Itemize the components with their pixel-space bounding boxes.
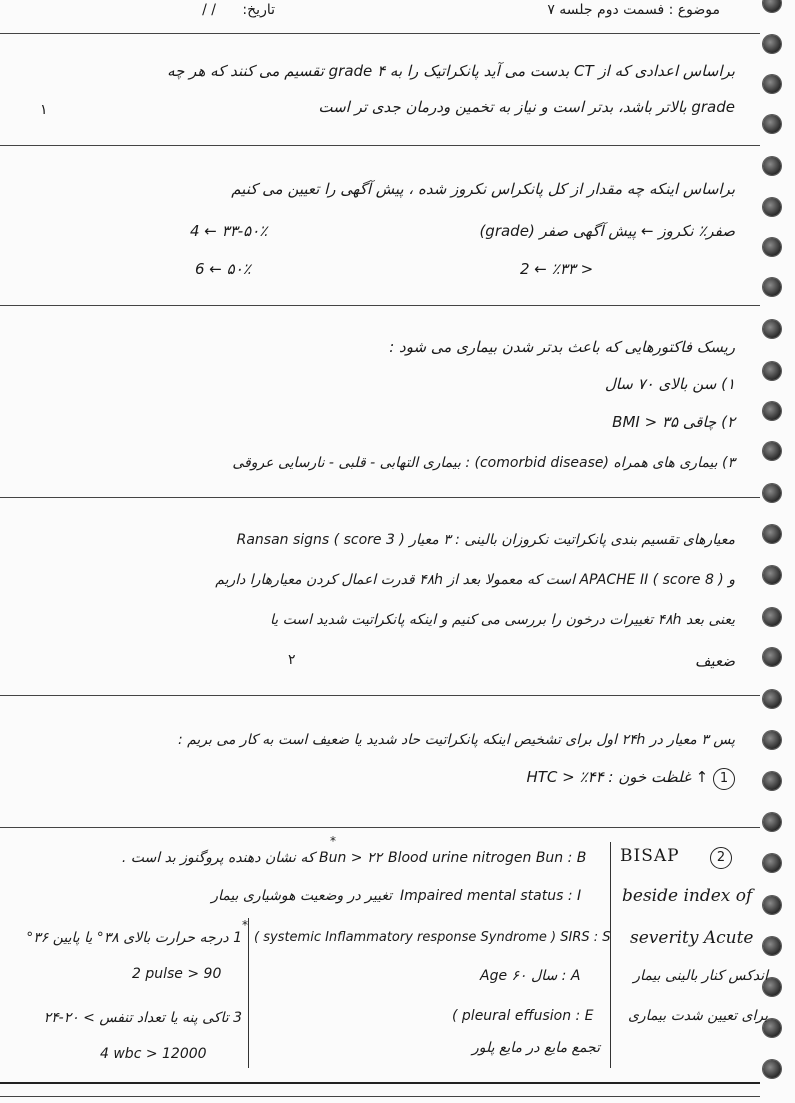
- risk-factor-item: ۳) بیماری های همراه (comorbid disease) : بیماری التهابی - قلبی - نارسایی عروقی: [232, 455, 735, 471]
- binder-hole-icon: [763, 608, 781, 626]
- rule-line-bottom: [0, 1096, 760, 1097]
- bisap-english-2: severity Acute: [630, 928, 754, 948]
- binder-hole-icon: [763, 937, 781, 955]
- binder-hole-icon: [763, 238, 781, 256]
- bisap-A: Age ۶۰ سال : A: [480, 968, 581, 984]
- section2-line1: براساس اینکه چه مقدار از کل پانکراس نکروز شده ، پیش آگهی را تعیین می کنیم: [231, 180, 735, 198]
- binder-hole-icon: [763, 484, 781, 502]
- binder-hole-icon: [763, 0, 781, 12]
- binder-hole-icon: [763, 690, 781, 708]
- bisap-english-1: beside index of: [622, 886, 753, 906]
- sirs-criterion: 4 wbc > 12000: [100, 1046, 207, 1062]
- binder-hole-icon: [763, 648, 781, 666]
- binder-hole-icon: [763, 731, 781, 749]
- binder-hole-icon: [763, 813, 781, 831]
- sirs-criterion: 2 pulse > 90: [132, 966, 222, 982]
- section4-line1: معیارهای تقسیم بندی پانکراتیت نکروزان بالینی : ۳ معیار Ransan signs ( score 3 ): [236, 532, 735, 548]
- binder-hole-icon: [763, 566, 781, 584]
- item-number-badge: 2: [710, 847, 732, 869]
- rule-line: [0, 827, 760, 828]
- binder-hole-icon: [763, 75, 781, 93]
- sirs-criterion: 3 تاکی پنه یا تعداد تنفس > ۲۰-۲۴: [43, 1010, 242, 1026]
- binder-hole-icon: [763, 157, 781, 175]
- binder-hole-icon: [763, 35, 781, 53]
- table-divider: [610, 842, 611, 1068]
- risk-factors-title: ریسک فاکتورهایی که باعث بدتر شدن بیماری می شود :: [389, 338, 735, 356]
- section4-line3: یعنی بعد ۴۸h تغییرات درخون را بررسی می کنیم و اینکه پانکراتیت شدید است یا: [270, 612, 735, 628]
- section2-line3-right: 2 ← ٪۳۳ >: [520, 260, 594, 278]
- rule-line: [0, 695, 760, 696]
- sirs-criterion: 1 درجه حرارت بالای ۳۸° یا پایین ۳۶°: [26, 930, 242, 946]
- star-icon: *: [330, 834, 336, 848]
- binder-hole-icon: [763, 525, 781, 543]
- section4-mark: ۲: [288, 652, 296, 668]
- bisap-heading: [620, 846, 732, 869]
- binder-hole-icon: [763, 854, 781, 872]
- binder-hole-icon: [763, 320, 781, 338]
- bisap-persian-2: برای تعیین شدت بیماری: [627, 1008, 768, 1024]
- section5-line1: پس ۳ معیار در ۲۴h اول برای تشخیص اینکه پانکراتیت حاد شدید یا ضعیف است به کار می بریم :: [177, 732, 735, 748]
- risk-factor-item: ۲) چاقی BMI > ۳۵: [612, 413, 735, 431]
- bisap-title: BISAP: [620, 846, 680, 866]
- risk-factor-item: ۱) سن بالای ۷۰ سال: [604, 375, 735, 393]
- subject-label: موضوع : فسمت دوم جلسه ۷: [547, 2, 720, 18]
- date-slashes: / /: [202, 2, 216, 18]
- binder-hole-icon: [763, 115, 781, 133]
- section1-line2: grade بالاتر باشد، بدتر است و نیاز به تخمین ودرمان جدی تر است: [318, 98, 735, 116]
- item-number-badge: 1: [713, 768, 735, 790]
- binder-hole-icon: [763, 772, 781, 790]
- date-field: [95, 2, 275, 18]
- section2-line3-left: 6 ← ۵۰٪: [195, 260, 251, 278]
- rule-line: [0, 497, 760, 498]
- bisap-B: Blood urine nitrogen Bun : B: [388, 850, 587, 866]
- section1-mark: ۱: [40, 102, 48, 118]
- table-divider: [248, 918, 249, 1068]
- rule-line: [0, 145, 760, 146]
- binder-hole-icon: [763, 362, 781, 380]
- section4-line2: و APACHE II ( score 8 ) است که معمولا بعد از ۴۸h قدرت اعمال کردن معیارهارا داریم: [215, 572, 735, 588]
- bisap-I: Impaired mental status : I: [400, 888, 582, 904]
- binder-hole-icon: [763, 278, 781, 296]
- binder-hole-icon: [763, 198, 781, 216]
- binder-hole-icon: [763, 896, 781, 914]
- section5-item1-text: ↑ غلظت خون : HTC > ٪۴۴: [526, 768, 709, 786]
- bisap-B-note: Bun > ۲۲ که نشان دهنده پروگنوز بد است .: [121, 850, 382, 866]
- rule-line-bottom: [0, 1082, 760, 1084]
- bisap-E-note: تجمع مایع در مایع پلور: [471, 1040, 600, 1056]
- bisap-S: ( systemic Inflammatory response Syndrome ) SIRS : S: [254, 930, 611, 945]
- section5-item1: [526, 768, 735, 790]
- binder-hole-icon: [763, 1060, 781, 1078]
- star-icon: *: [242, 918, 248, 932]
- binder-holes: [757, 0, 787, 1103]
- section2-line2-left: 4 ← ۳۳-۵۰٪: [190, 222, 268, 240]
- section4-line4: ضعیف: [694, 652, 735, 670]
- date-label: تاریخ:: [242, 2, 275, 18]
- rule-line: [0, 33, 760, 34]
- bisap-I-note: تغییر در وضعیت هوشیاری بیمار: [211, 888, 392, 904]
- binder-hole-icon: [763, 402, 781, 420]
- binder-hole-icon: [763, 442, 781, 460]
- rule-line: [0, 305, 760, 306]
- bisap-persian-1: اندکس کنار بالینی بیمار: [633, 968, 768, 984]
- bisap-E: ( pleural effusion : E: [452, 1008, 594, 1024]
- section1-line1: براساس اعدادی که از CT بدست می آید پانکراتیک را به ۴ grade تقسیم می کنند که هر چه: [167, 62, 735, 80]
- section2-line2-right: صفر٪ نکروز ← پیش آگهی صفر (grade): [479, 222, 735, 240]
